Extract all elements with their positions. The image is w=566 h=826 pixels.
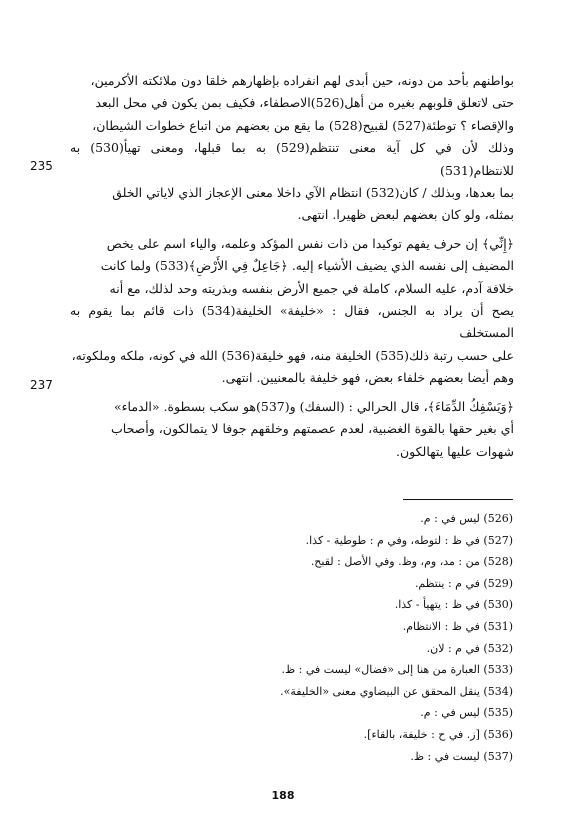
page-number: 188 [271, 789, 295, 802]
margin-line-number: 235 [30, 159, 53, 173]
footnote: (532) في م : لان. [426, 641, 513, 655]
text-line: المضيف إلى نفسه الذي يضيف الأشياء إليه. ﴿جَاعِلٌ فِي الأَرْضِ﴾(533) ولما كانت [100, 258, 514, 274]
footnote: (528) من : مد، وم، وظ. وفي الأصل : لقبح. [310, 555, 513, 569]
footnote: (531) في ظ : الانتظام. [402, 619, 513, 633]
text-line: يصح أن يراد به الجنس، فقال : «خليفة» الخليفة(534) ذات قائم بما يقوم به المستخلف [70, 303, 514, 341]
text-line: ﴿إِنِّي﴾ إن حرف يفهم توكيدا من ذات نفس المؤكد وعلمه، والياء اسم على يخص [106, 235, 514, 251]
text-line: بواطنهم بأحد من دونه، حين أبدى لهم انفراده بإظهارهم خلقا دون ملائكته الأكرمين، [90, 73, 514, 88]
footnotes-block [210, 508, 513, 767]
footnote-divider [403, 499, 513, 500]
text-line: وهم أيضا بعضهم خلفاء بعض، فهو خليفة بالمعنيين. انتهى. [221, 370, 514, 386]
margin-line-number: 237 [30, 378, 53, 392]
text-line: ﴿وَيَسْفِكُ الدِّمَاءَ﴾، قال الحرالي : (السفك) و(537)هو سكب بسطوة. «الدماء» [113, 398, 514, 414]
text-line: على حسب رتبة ذلك(535) الخليفة منه، فهو خليقة(536) الله في كونه، ملكه وملكوته، [71, 347, 514, 363]
footnote: (534) ينقل المحقق عن البيضاوي معنى «الخليفة». [280, 684, 513, 698]
footnote: (527) في ظ : لتوطه، وفي م : طوطية - كذا. [305, 533, 513, 547]
text-line: بما بعدها، وبذلك / كان(532) انتظام الآي داخلا معنى الإعجاز الذي لاياتي الخلق [112, 185, 514, 201]
footnote: (536) [ز. في ح : خليفة، بالقاء]. [363, 727, 513, 741]
text-line: وذلك لأن في كل آية معنى تنتظم(529) به بما قبلها، ومعنى تهيأ(530) به للانتظام(531) [70, 140, 514, 178]
text-line: حتى لاتعلق قلوبهم بغيره من أهل(526)الاصطفاء، فكيف بمن يكون في محل البعد [95, 95, 514, 111]
footnote: (530) في ظ : يتهيأ - كذا. [394, 598, 513, 612]
footnote: (529) في م : ينتظم. [414, 576, 513, 590]
footnote: (533) العبارة من هنا إلى «فضال» ليست في : ظ. [281, 663, 513, 677]
footnote: (526) ليس في : م. [420, 512, 513, 525]
main-text-block [70, 70, 514, 463]
text-line: بمثله، ولو كان بعضهم لبعض ظهيرا. انتهى. [297, 207, 514, 223]
footnote: (535) ليس في : م. [420, 706, 513, 720]
text-line: والإقصاء ؟ توطئة(527) لقبيح(528) ما يقع من بعضهم من اتباع خطوات الشيطان، [92, 117, 514, 133]
footnote: (537) ليست في : ظ. [410, 749, 513, 763]
text-line: أي بغير حقها بالقوة الغضبية، لعدم عصمتهم وخلقهم جوفا لا يتمالكون، وأصحاب [111, 421, 514, 437]
text-line: خلافة آدم، عليه السلام، كاملة في جميع الأرض بنفسه وبذريته وحد لذلك، مع أنه [109, 280, 514, 296]
text-line: شهوات عليها يتهالكون. [396, 443, 514, 459]
